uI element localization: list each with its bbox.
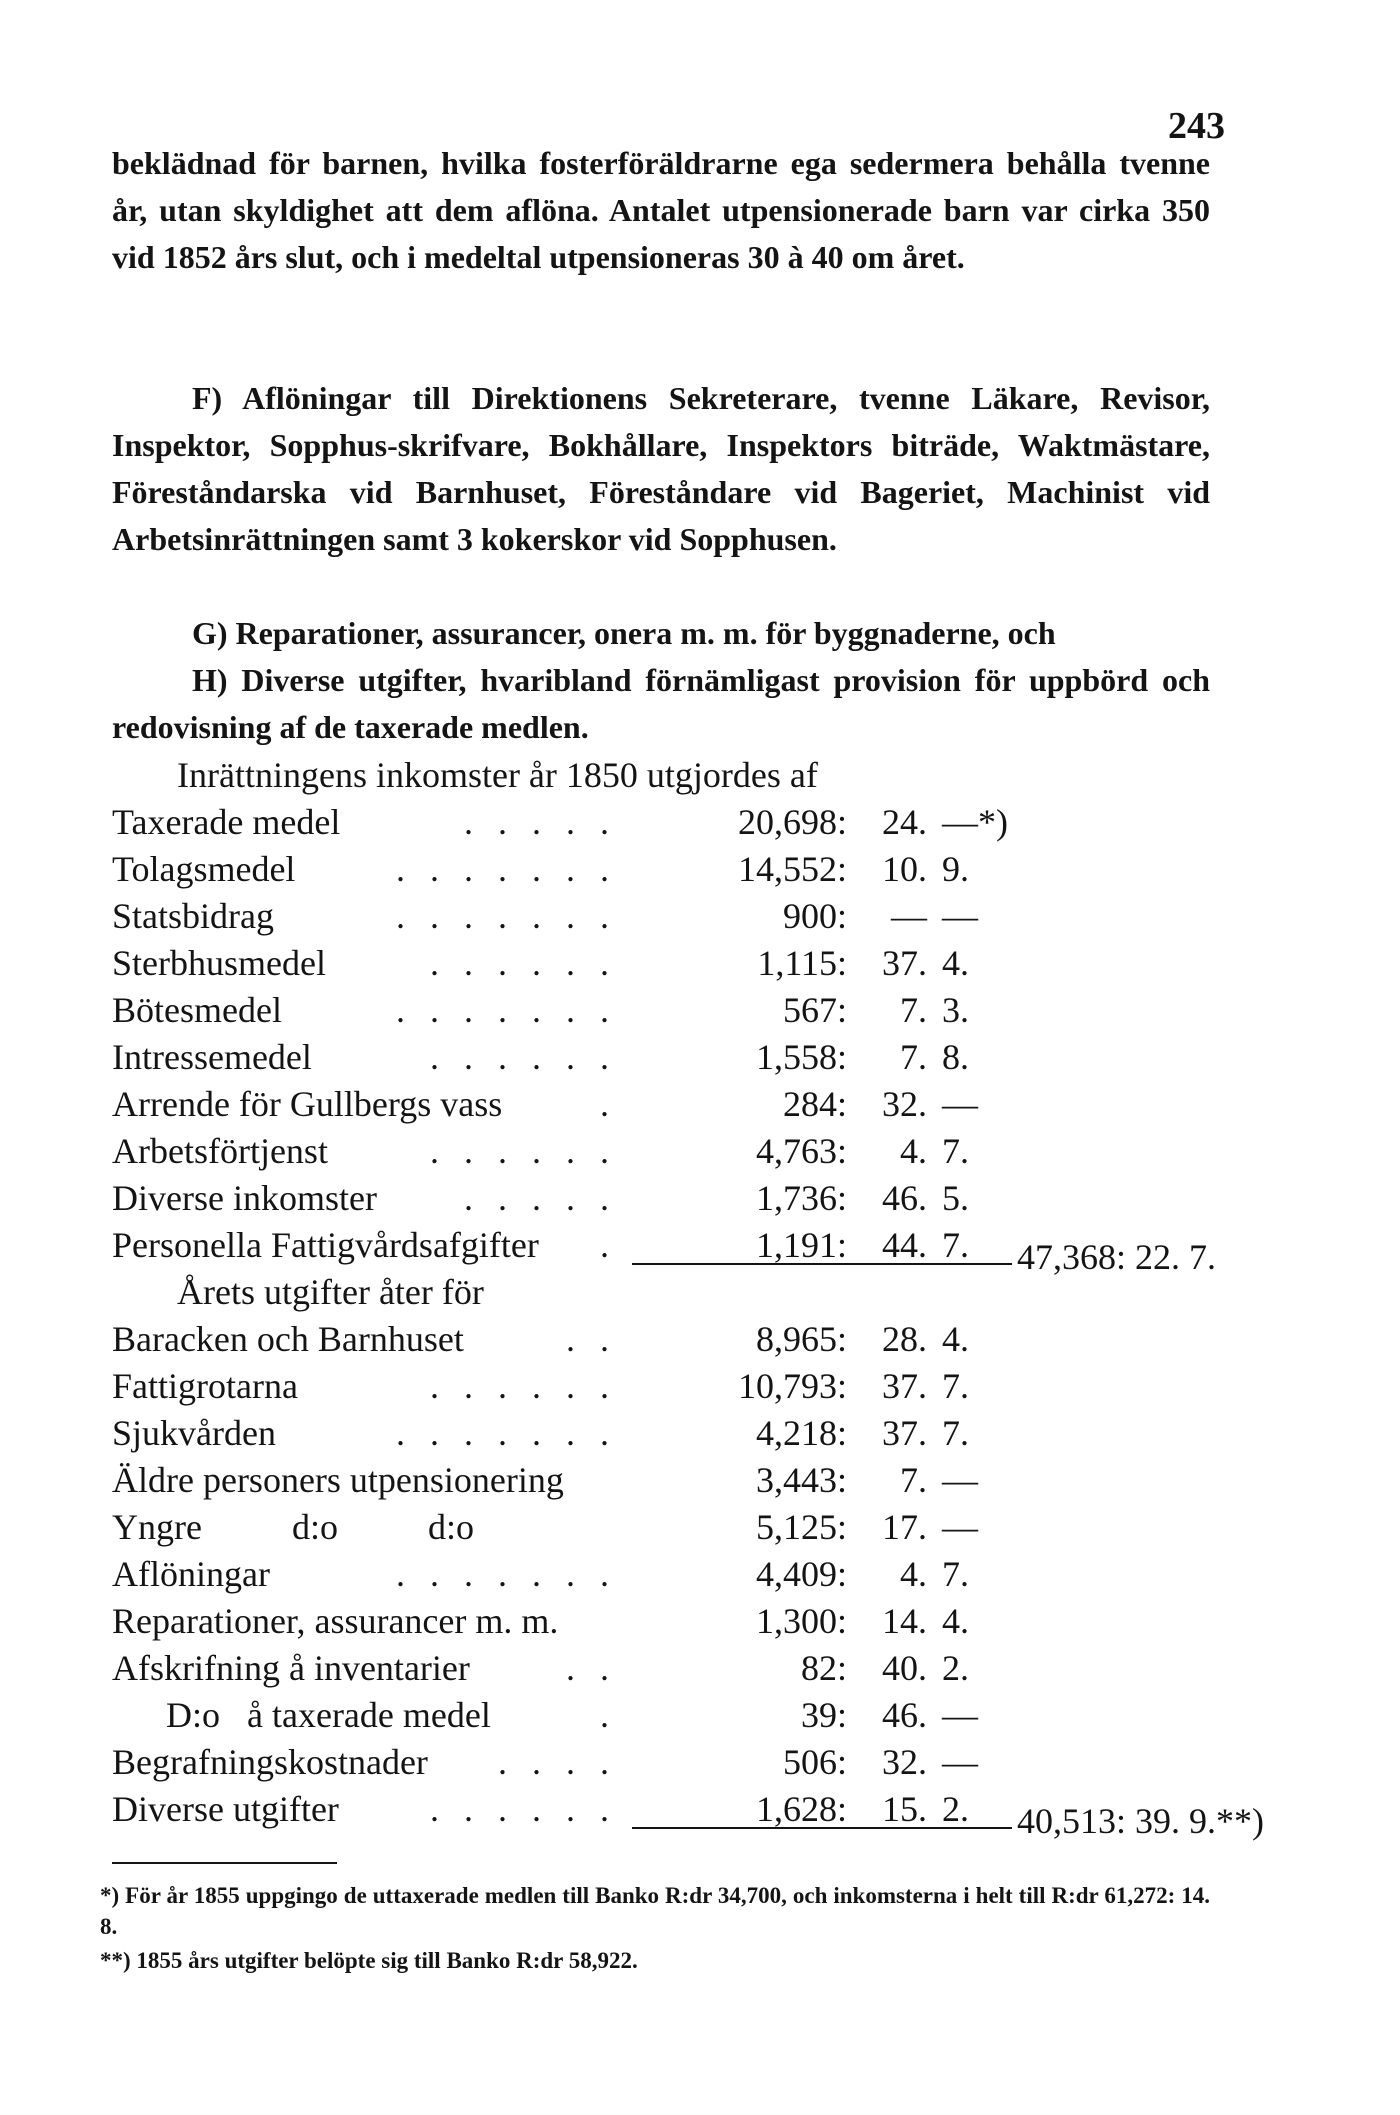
income-heading: Inrättningens inkomster år 1850 utgjordes af <box>177 755 818 795</box>
income-total: 47,368: 22. 7. <box>1017 1237 1217 1277</box>
income-row: Intressemedel . . . . . . 1,558: 7. 8. <box>112 1037 969 1077</box>
page-number: 243 <box>1168 105 1225 147</box>
income-row: Sterbhusmedel . . . . . . 1,115: 37. 4. <box>112 943 969 983</box>
paragraph-f-salaries: F) Aflöningar till Direktionens Sekreterare, tvenne Läkare, Revisor, Inspektor, Sopphus-skrifvare, Bokhållare, Inspektors biträde, Waktmästare, Föreståndarska vid Barnhuset, Föreståndare vid Bageriet, Machinist vid Arbetsinrättningen samt 3 kokerskor vid Sopphusen. <box>112 380 1210 557</box>
income-row: Taxerade medel . . . . . 20,698: 24. —*) <box>112 802 1008 842</box>
income-row: Arrende för Gullbergs vass . 284: 32. — <box>112 1084 978 1124</box>
expense-row: Begrafningskostnader . . . . 506: 32. — <box>112 1742 978 1782</box>
income-row: Bötesmedel . . . . . . . 567: 7. 3. <box>112 990 969 1030</box>
expense-row: Afskrifning å inventarier . . 82: 40. 2. <box>112 1648 969 1688</box>
expense-row: Baracken och Barnhuset . . 8,965: 28. 4. <box>112 1319 969 1359</box>
paragraph-h-misc: H) Diverse utgifter, hvaribland förnämligast provision för uppbörd och redovisning af de taxerade medlen. <box>112 662 1210 745</box>
income-row: Statsbidrag . . . . . . . 900: — — <box>112 896 978 936</box>
footnote-1: *) För år 1855 uppgingo de uttaxerade medlen till Banko R:dr 34,700, och inkomsterna i helt till R:dr 61,272: 14. 8. <box>100 1883 1210 1939</box>
expense-row: Äldre personers utpensionering 3,443: 7. — <box>112 1460 978 1500</box>
expense-row: Aflöningar . . . . . . . 4,409: 4. 7. <box>112 1554 969 1594</box>
footnote-divider <box>112 1862 337 1864</box>
expense-row-last: Diverse utgifter . . . . . . 1,628: 15. 2. 40,513: 39. 9.**) <box>112 1786 1242 1833</box>
expense-heading: Årets utgifter åter för <box>177 1272 484 1312</box>
paragraph-intro: beklädnad för barnen, hvilka fosterföräldrarne ega sedermera behålla tvenne år, utan skyldighet att dem aflöna. Antalet utpensionerade barn var cirka 350 vid 1852 års slut, och i medeltal utpensioneras 30 à 40 om året. <box>112 145 1210 275</box>
expense-row: Sjukvården . . . . . . . 4,218: 37. 7. <box>112 1413 969 1453</box>
expense-row: Fattigrotarna . . . . . . 10,793: 37. 7. <box>112 1366 969 1406</box>
paragraph-g-repairs: G) Reparationer, assurancer, onera m. m. för byggnaderne, och <box>192 615 1056 651</box>
ledger <box>112 752 1264 1841</box>
expense-row: Yngre d:o d:o 5,125: 17. — <box>112 1507 978 1547</box>
expense-total: 40,513: 39. 9.**) <box>1017 1801 1264 1841</box>
income-row: Tolagsmedel . . . . . . . 14,552: 10. 9. <box>112 849 969 889</box>
income-row: Diverse inkomster . . . . . 1,736: 46. 5. <box>112 1178 969 1218</box>
footnote-2: **) 1855 års utgifter belöpte sig till Banko R:dr 58,922. <box>100 1948 638 1973</box>
expense-row: D:o å taxerade medel . 39: 46. — <box>112 1695 978 1735</box>
income-row-last: Personella Fattigvårdsafgifter . 1,191: 44. 7. 47,368: 22. 7. <box>112 1222 1242 1269</box>
income-row: Arbetsförtjenst . . . . . . 4,763: 4. 7. <box>112 1131 969 1171</box>
expense-row: Reparationer, assurancer m. m. 1,300: 14. 4. <box>112 1601 969 1641</box>
